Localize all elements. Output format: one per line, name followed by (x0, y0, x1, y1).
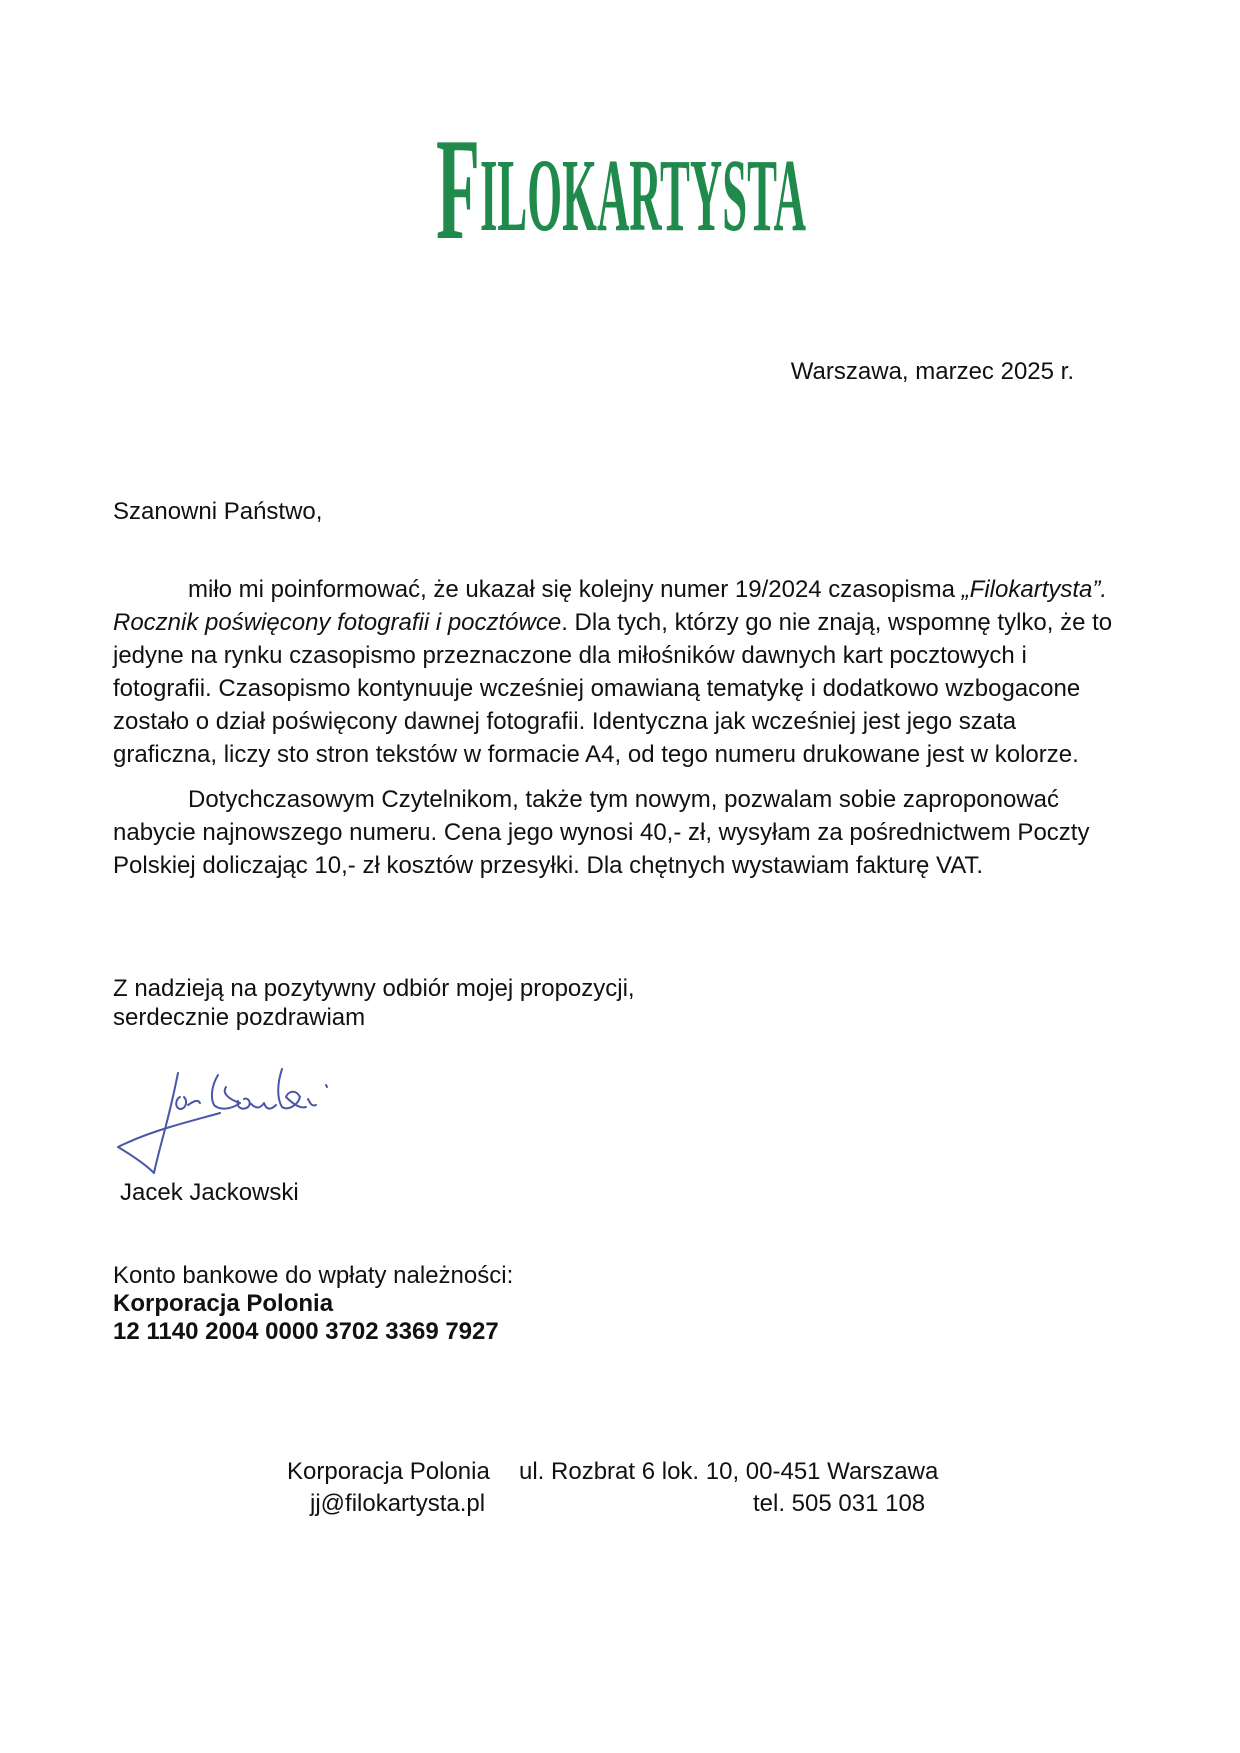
closing (113, 974, 635, 1032)
closing-line-2: serdecznie pozdrawiam (113, 1004, 366, 1031)
paragraph-2: Dotychczasowym Czytelnikom, także tym nowym, pozwalam sobie zaproponować nabycie najnowszego numeru. Cena jego wynosi 40,- zł, wysyłam za pośrednictwem Poczty Polskiej doliczając 10,- zł kosztów przesyłki. Dla chętnych wystawiam fakturę VAT. (113, 786, 1090, 879)
bank-account-holder: Korporacja Polonia (113, 1290, 334, 1317)
paragraph-1-intro: miło mi poinformować, że ukazał się kolejny numer 19/2024 czasopisma (188, 576, 962, 603)
footer (287, 1456, 987, 1520)
footer-email: jj@filokartysta.pl (310, 1490, 486, 1517)
footer-row-1 (287, 1456, 987, 1488)
bank-account-number: 12 1140 2004 0000 3702 3369 7927 (113, 1318, 499, 1345)
filokartysta-logo (436, 112, 808, 260)
footer-row-2 (287, 1488, 987, 1520)
svg-text:F: F (436, 112, 480, 260)
footer-address: ul. Rozbrat 6 lok. 10, 00-451 Warszawa (519, 1458, 939, 1485)
salutation: Szanowni Państwo, (113, 498, 323, 525)
signer-name: Jacek Jackowski (120, 1179, 299, 1206)
footer-phone: tel. 505 031 108 (753, 1490, 926, 1517)
magazine-title: „Filokartysta”. Rocznik poświęcony fotografii i pocztówce (113, 576, 1108, 636)
closing-line-1: Z nadzieją na pozytywny odbiór mojej propozycji, (113, 975, 635, 1002)
letter-body (113, 573, 1115, 894)
footer-company: Korporacja Polonia (287, 1458, 490, 1485)
handwritten-signature (110, 1063, 350, 1179)
paragraph-1-rest: . Dla tych, którzy go nie znają, wspomnę tylko, że to jedyne na rynku czasopismo przeznaczone dla miłośników dawnych kart pocztowych i fotografii. Czasopismo kontynuuje wcześniej omawianą tematykę i dodatkowo wzbogacone zostało o dział poświęcony dawnej fotografii. Identyczna jak wcześniej jest jego szata graficzna, liczy sto stron tekstów w formacie A4, od tego numeru drukowane jest w kolorze. (113, 609, 1113, 768)
svg-text:ILOKARTYSTA: ILOKARTYSTA (480, 138, 806, 253)
bank-details (113, 1262, 513, 1346)
letter-date: Warszawa, marzec 2025 r. (790, 358, 1074, 385)
bank-label: Konto bankowe do wpłaty należności: (113, 1262, 514, 1289)
paragraph-1 (113, 573, 1115, 771)
